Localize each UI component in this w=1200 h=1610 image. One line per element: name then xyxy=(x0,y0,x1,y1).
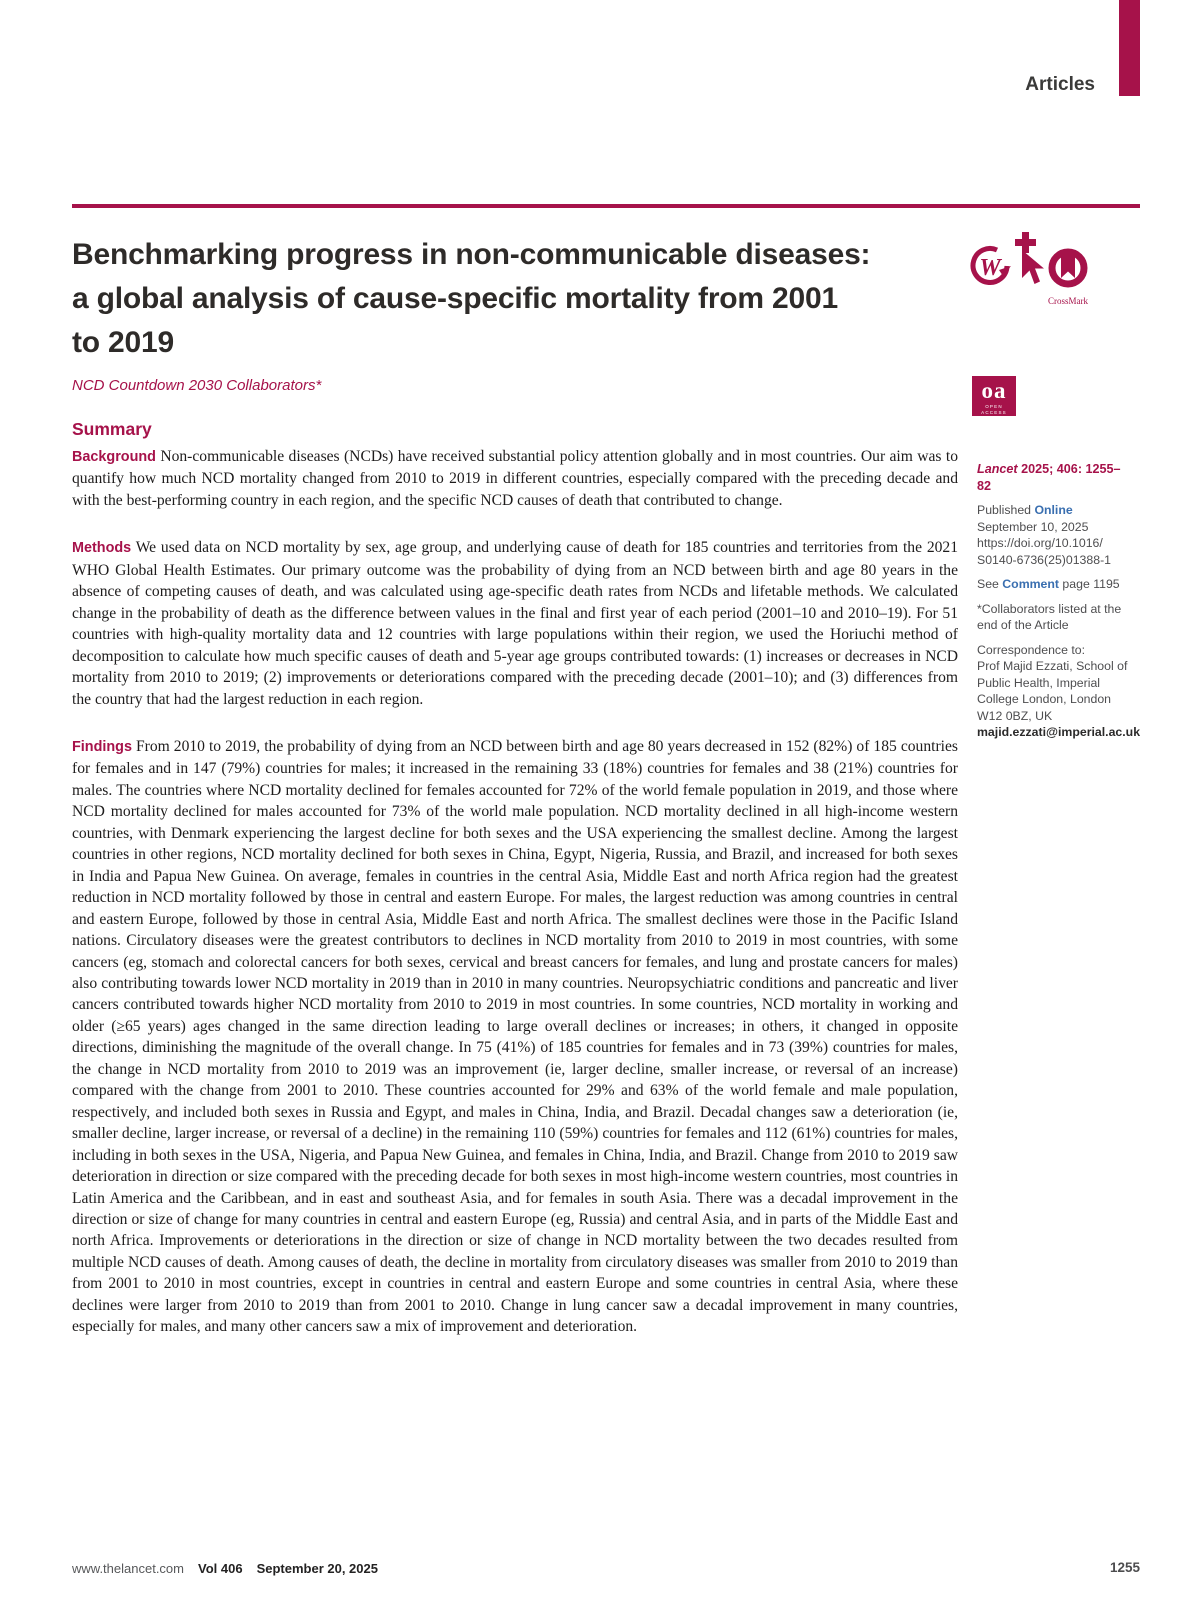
summary-heading: Summary xyxy=(72,419,152,439)
findings-text: From 2010 to 2019, the probability of dying from an NCD between birth and age 80 years decreased in 152 (82%) of 185 countries for females and in 147 (79%) countries for males; it increased in the remaining 33 (18%) countries for females and 38 (21%) countries for males. The countries where NCD mortality declined for females accounted for 72% of the world female population in 2019, and those where NCD mortality declined for males accounted for 73% of the world male population. NCD mortality declined in all high-income western countries, with Denmark experiencing the largest decline for both sexes and the USA experiencing the smallest decline. Among the largest countries in other regions, NCD mortality declined for both sexes in China, Egypt, Nigeria, Russia, and Brazil, and increased for both sexes in India and Papua New Guinea. On average, females in countries in the central Asia, Middle East and north Africa region had the greatest reduction in NCD mortality followed by those in central and eastern Europe. For males, the largest reduction was among countries in central and eastern Europe, followed by those in central Asia, Middle East and north Africa. The smallest declines were those in the Pacific Island nations. Circulatory diseases were the greatest contributors to declines in NCD mortality from 2010 to 2019 in most countries, with some cancers (eg, stomach and colorectal cancers for both sexes, cervical and breast cancers for females, and lung and prostate cancers for males) also contributing towards lower NCD mortality in 2019 than in 2010 in many countries. Neuropsychiatric conditions and pancreatic and liver cancers contributed towards higher NCD mortality from 2010 to 2019 in most countries. In some countries, NCD mortality in working and older (≥65 years) ages changed in the same direction leading to large overall declines or increases; in others, it changed in opposite directions, diminishing the magnitude of the overall change. In 75 (41%) of 185 countries for females and in 73 (39%) countries for males, the change in NCD mortality from 2010 to 2019 was an improvement (ie, larger decline, smaller increase, or reversal of an increase) compared with the change from 2001 to 2010. These countries accounted for 29% and 63% of the world female and male population, respectively, and included both sexes in Russia and Egypt, and males in China, India, and Brazil. Decadal changes saw a deterioration (ie, smaller decline, larger increase, or reversal of a decline) in the remaining 110 (59%) countries for females and 112 (61%) countries for males, including in both sexes in the USA, Nigeria, and Papua New Guinea, and females in China, India, and Brazil. Change from 2010 to 2019 saw deterioration in direction or size compared with the preceding decade for both sexes in most high-income western countries, most countries in Latin America and the Caribbean, and in east and southeast Asia, and for females in south Asia. There was a decadal improvement in the direction or size of change for many countries in central and eastern Europe (eg, Russia) and central Asia, and in parts of the Middle East and north Africa. Improvements or deteriorations in the direction or size of change in NCD mortality between the two decades resulted from multiple NCD causes of death. Among causes of death, the decline in mortality from circulatory diseases was smaller from 2010 to 2019 than from 2001 to 2010 in most countries, except in countries in central and eastern Europe and some countries in central Asia, where these declines were larger from 2010 to 2019 than from 2001 to 2010. Change in lung cancer saw a decadal improvement in many countries, especially for males, and many other cancers saw a mix of improvement and deterioration. xyxy=(72,737,958,1336)
footer-volume: Vol 406 xyxy=(198,1561,243,1576)
open-access-oa-text: oa xyxy=(981,378,1007,403)
summary-findings-paragraph xyxy=(72,736,958,1338)
methods-label: Methods xyxy=(72,540,132,557)
article-title-line1: Benchmarking progress in non-communicable diseases: xyxy=(72,238,871,271)
open-access-icon xyxy=(972,376,1016,416)
see-suffix: page 1195 xyxy=(1059,577,1120,591)
summary-methods-paragraph xyxy=(72,537,958,710)
citation-rest: 2025; 406: 1255–82 xyxy=(977,462,1121,493)
published-block xyxy=(977,502,1129,568)
margin-metadata xyxy=(977,461,1141,749)
see-prefix: See xyxy=(977,577,1003,591)
see-comment-line xyxy=(977,576,1129,593)
web-extra-icon xyxy=(969,244,1013,297)
doi-link-line1[interactable]: https://doi.org/10.1016/ xyxy=(977,536,1103,550)
article-title-line2: a global analysis of cause-specific mortality from 2001 xyxy=(72,282,838,315)
article-title-line3: to 2019 xyxy=(72,326,174,359)
see-comment-link[interactable]: Comment xyxy=(1002,577,1060,591)
citation xyxy=(977,461,1129,494)
footer-site-link[interactable]: www.thelancet.com xyxy=(72,1561,184,1576)
correspondence-block xyxy=(977,642,1141,741)
findings-label: Findings xyxy=(72,738,132,755)
crossmark-label: CrossMark xyxy=(1048,296,1088,306)
correspondence-label: Correspondence to: xyxy=(977,642,1086,657)
svg-text:W: W xyxy=(979,255,1001,281)
methods-text: We used data on NCD mortality by sex, age group, and underlying cause of death for 185 countries and territories from the 2021 WHO Global Health Estimates. Our primary outcome was the probability of dying from an NCD between birth and age 80 years in the absence of competing causes of death, and was calculated using age-specific death rates from NCDs and lifetable methods. We calculated change in the probability of death as the difference between values in the final and first year of each period (2001–10 and 2010–19). For 51 countries with high-quality mortality data and 12 countries with large populations within their region, we used the Horiuchi method of decomposition to calculate how much specific causes of death and 5-year age groups contributed towards: (1) increases or decreases in NCD mortality from 2010 to 2019; (2) improvements or deteriorations compared with the preceding decade (2001–10); and (3) differences from the country that had the largest reduction in each region. xyxy=(72,539,959,708)
cursor-plus-icon xyxy=(1010,232,1048,293)
open-access-sub-text: OPEN ACCESS xyxy=(981,404,1007,415)
citation-journal: Lancet xyxy=(977,462,1018,476)
author-line: NCD Countdown 2030 Collaborators* xyxy=(72,377,322,394)
section-color-block xyxy=(1119,0,1140,96)
footer-left xyxy=(72,1561,378,1576)
summary-background-paragraph xyxy=(72,446,958,511)
published-prefix: Published xyxy=(977,503,1035,517)
section-header-label: Articles xyxy=(1025,74,1095,95)
published-online-link[interactable]: Online xyxy=(1034,503,1073,517)
collaborators-note: *Collaborators listed at the end of the Article xyxy=(977,601,1122,632)
published-date: September 10, 2025 xyxy=(977,519,1089,534)
background-text: Non-communicable diseases (NCDs) have received substantial policy attention globally and in most countries. Our aim was to quantify how much NCD mortality changed from 2010 to 2019 in different countries, especially compared with the preceding decade and with the best-performing country in each region, and the specific NCD causes of death that contributed to change. xyxy=(72,448,958,509)
doi-link-line2[interactable]: S0140-6736(25)01388-1 xyxy=(977,552,1112,567)
correspondence-address: Prof Majid Ezzati, School of Public Health, Imperial College London, London W12 0BZ, UK xyxy=(977,659,1128,723)
article-title xyxy=(72,233,962,365)
footer-page-number: 1255 xyxy=(1109,1560,1140,1575)
title-rule xyxy=(72,204,1140,208)
background-label: Background xyxy=(72,449,156,465)
footer-date: September 20, 2025 xyxy=(256,1561,378,1576)
crossmark-icon[interactable] xyxy=(1045,248,1091,306)
summary-section xyxy=(72,419,958,1364)
correspondence-email-link[interactable]: majid.ezzati@imperial.ac.uk xyxy=(977,725,1141,739)
